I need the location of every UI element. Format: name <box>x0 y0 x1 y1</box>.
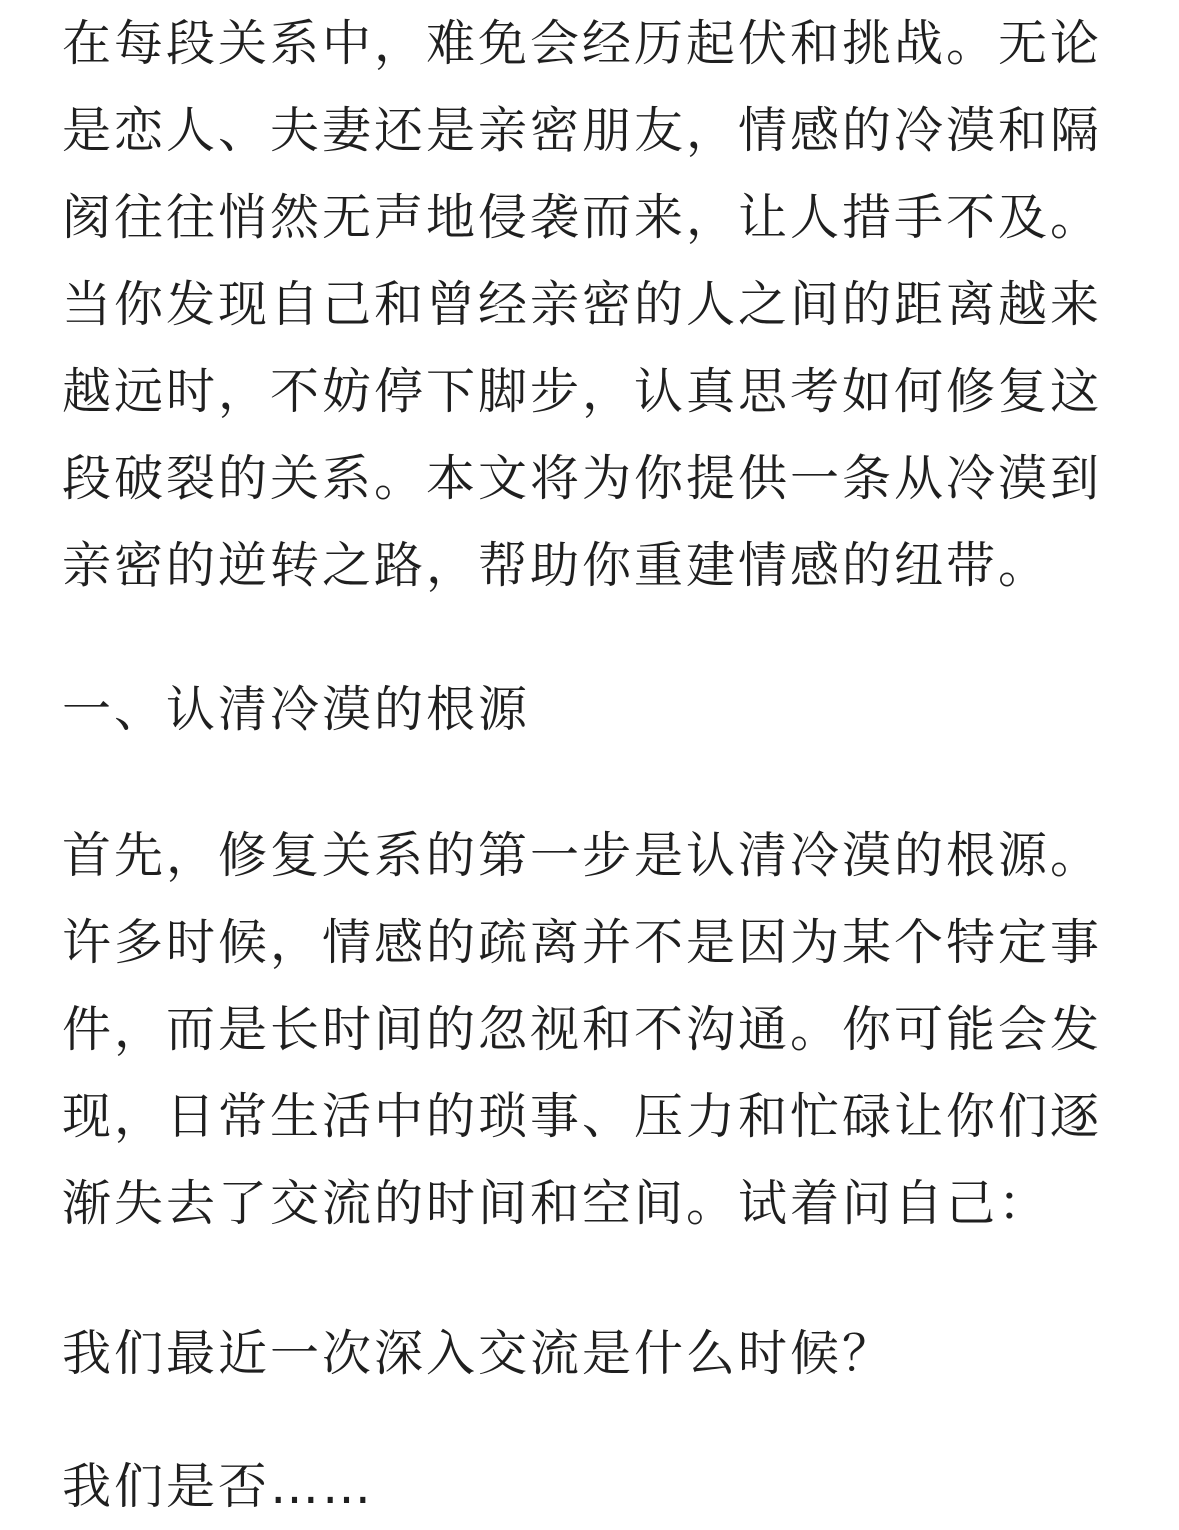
question-paragraph: 我们最近一次深入交流是什么时候？ <box>62 1325 895 1382</box>
cut-off-paragraph: 我们是否…… <box>62 1458 375 1515</box>
section-heading: 一、认清冷漠的根源 <box>62 681 531 738</box>
intro-paragraph: 在每段关系中，难免会经历起伏和挑战。无论是恋人、夫妻还是亲密朋友，情感的冷漠和隔阂往往悄然无声地侵袭而来，让人措手不及。当你发现自己和曾经亲密的人之间的距离越来越远时，不妨停下脚步，认真思考如何修复这段破裂的关系。本文将为你提供一条从冷漠到亲密的逆转之路，帮助你重建情感的纽带。 <box>62 14 1103 594</box>
body-paragraph: 首先，修复关系的第一步是认清冷漠的根源。许多时候，情感的疏离并不是因为某个特定事件，而是长时间的忽视和不沟通。你可能会发现，日常生活中的琐事、压力和忙碌让你们逐渐失去了交流的时间和空间。试着问自己： <box>62 827 1103 1232</box>
